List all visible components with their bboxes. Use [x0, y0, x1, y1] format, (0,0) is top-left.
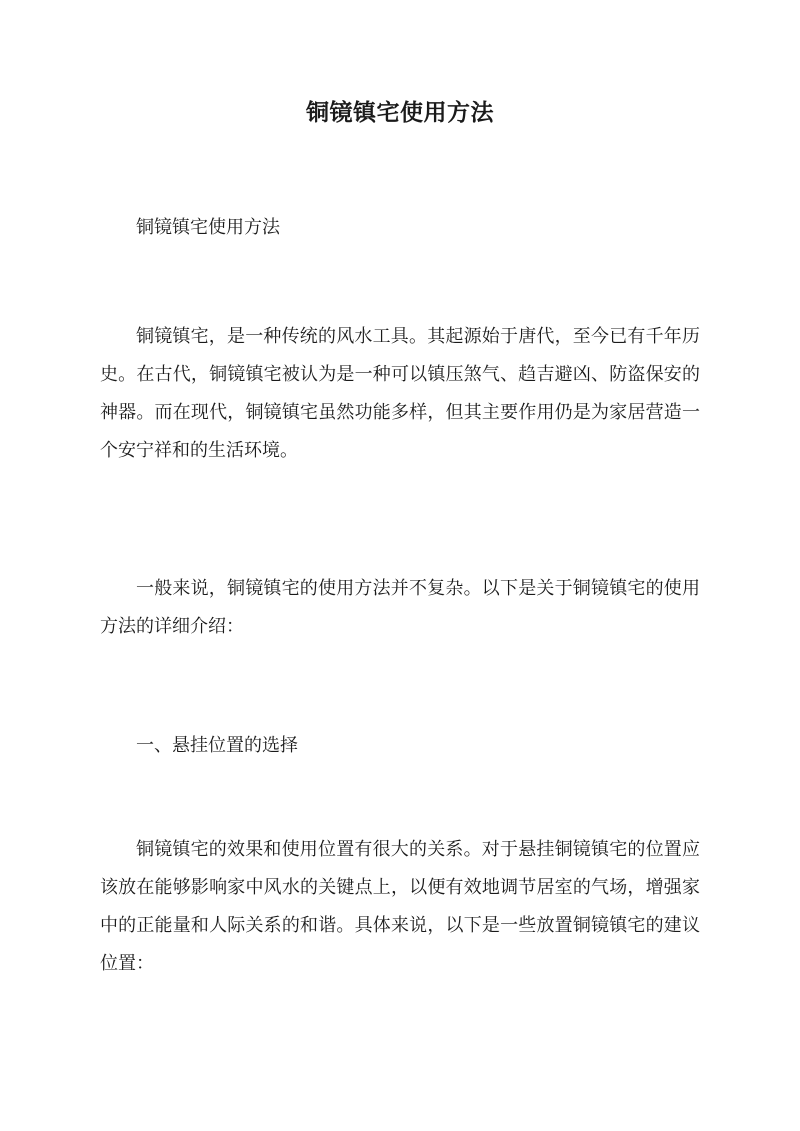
document-title: 铜镜镇宅使用方法 — [306, 99, 494, 126]
section-heading-hanging-position: 一、悬挂位置的选择 — [136, 735, 298, 756]
paragraph-intro: 铜镜镇宅，是一种传统的风水工具。其起源始于唐代，至今已有千年历史。在古代，铜镜镇宅被认为是一种可以镇压煞气、趋吉避凶、防盗保安的神器。而在现代，铜镜镇宅虽然功能多样，但其主要作用仍是为家居营造一个安宁祥和的生活环境。 — [100, 326, 700, 461]
paragraph-subtitle: 铜镜镇宅使用方法 — [136, 217, 280, 238]
paragraph-effect: 铜镜镇宅的效果和使用位置有很大的关系。对于悬挂铜镜镇宅的位置应该放在能够影响家中风水的关键点上，以便有效地调节居室的气场，增强家中的正能量和人际关系的和谐。具体来说，以下是一些放置铜镜镇宅的建议位置： — [100, 839, 700, 974]
paragraph-general: 一般来说，铜镜镇宅的使用方法并不复杂。以下是关于铜镜镇宅的使用方法的详细介绍： — [100, 578, 700, 637]
